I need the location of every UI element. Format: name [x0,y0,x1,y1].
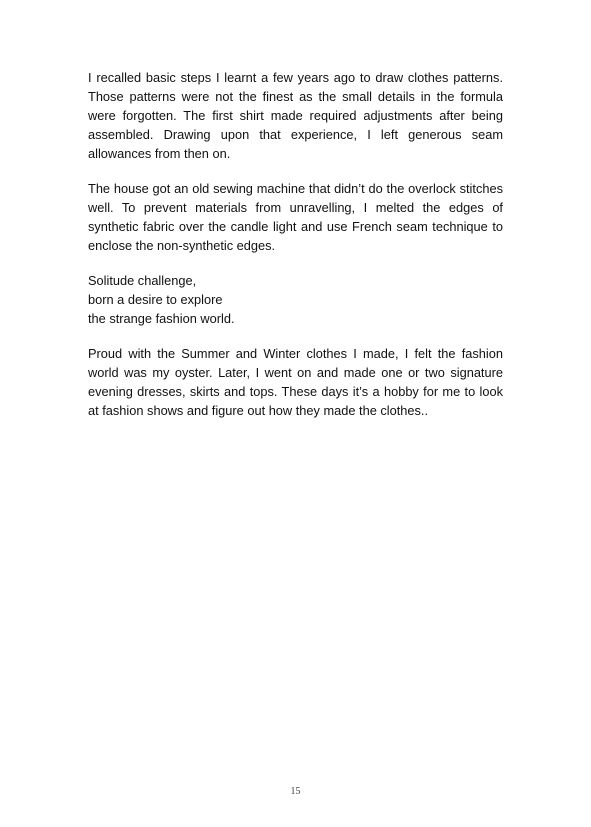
page-number: 15 [290,786,301,797]
haiku-line: the strange fashion world. [88,311,235,326]
paragraph-patterns: I recalled basic steps I learnt a few years ago to draw clothes patterns. Those patterns were not the finest as the small details in the formula were forgotten. The first shirt made required adjustments after being assembled. Drawing upon that experience, I left generous seam allowances from then on. [88,70,503,161]
paragraph-sewing-machine: The house got an old sewing machine that didn’t do the overlock stitches well. To prevent materials from unravelling, I melted the edges of synthetic fabric over the candle light and use French seam technique to enclose the non-synthetic edges. [88,181,503,253]
haiku-line: born a desire to explore [88,292,223,307]
page-body [88,68,503,436]
haiku [88,271,503,328]
haiku-line: Solitude challenge, [88,273,197,288]
paragraph-closing: Proud with the Summer and Winter clothes I made, I felt the fashion world was my oyster. Later, I went on and made one or two signature evening dresses, skirts and tops. These days it’s a hobby for me to look at fashion shows and figure out how they made the clothes.. [88,346,503,418]
